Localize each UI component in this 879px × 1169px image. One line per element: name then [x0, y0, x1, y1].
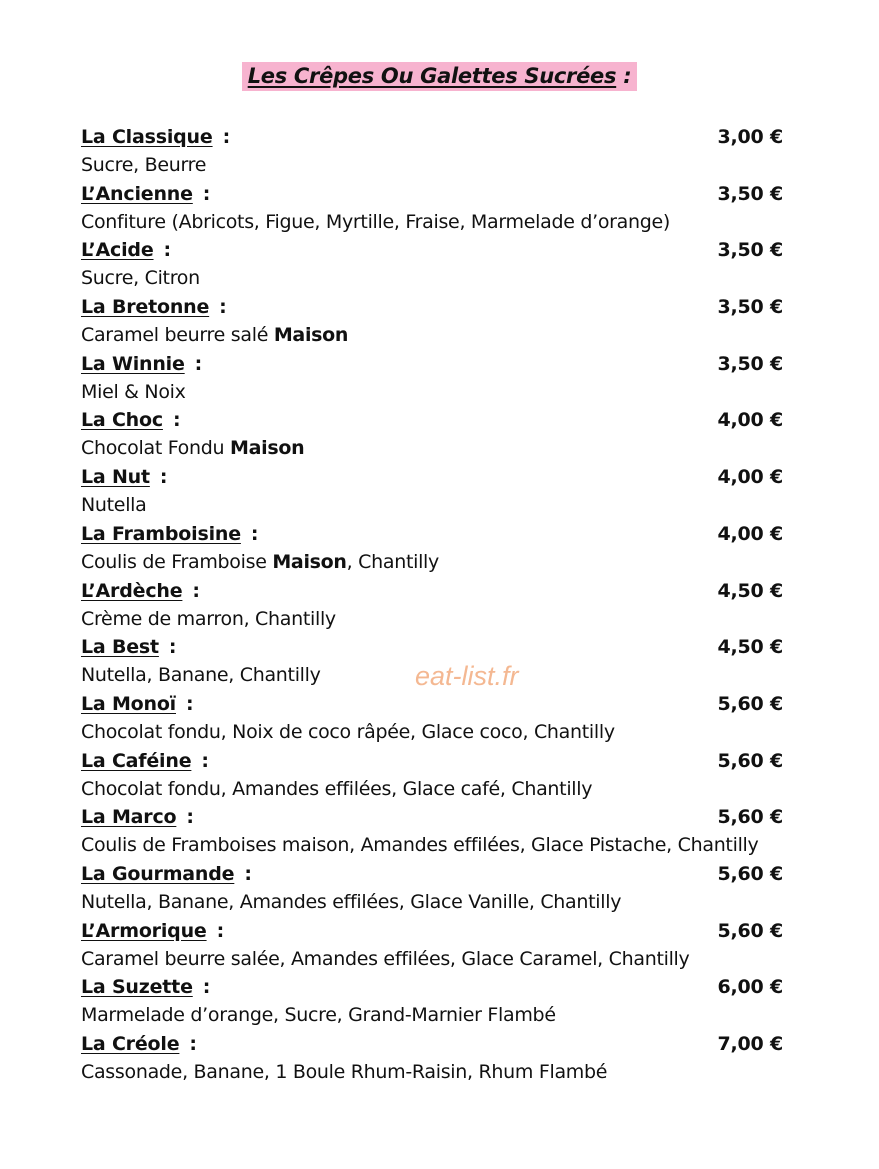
description-emphasis: Maison [272, 550, 347, 573]
menu-item-name: La Nut [81, 466, 150, 489]
description-text: Coulis de Framboise [81, 550, 273, 573]
description-text: Nutella, Banane, Chantilly [81, 664, 321, 687]
menu-item-name: La Choc [81, 409, 163, 432]
menu-item [81, 577, 786, 634]
menu-item-price: 3,50 € [717, 296, 783, 319]
menu-item-header [81, 463, 786, 491]
menu-item-header [81, 406, 786, 434]
menu-item-colon: : [186, 806, 194, 829]
menu-item-colon: : [194, 352, 203, 375]
description-text: Sucre, Beurre [81, 154, 207, 176]
menu-item-colon: : [202, 182, 211, 205]
menu-item-description [81, 945, 786, 973]
menu-item-name: La Monoï [81, 692, 176, 715]
menu-item-price: 5,60 € [717, 919, 783, 942]
menu-item-header [81, 236, 786, 264]
menu-item-header [81, 690, 786, 718]
menu-item [81, 123, 786, 180]
menu-item [81, 690, 786, 747]
menu-item-name: La Caféine [81, 749, 192, 772]
menu-item [81, 293, 786, 350]
menu-item-description [81, 434, 786, 462]
menu-item-description [81, 605, 786, 633]
menu-item-colon: : [216, 919, 224, 942]
description-text: Chocolat fondu, Amandes effilées, Glace café, Chantilly [81, 777, 593, 800]
menu-item-description [81, 775, 786, 803]
page-title-colon: : [623, 64, 632, 88]
menu-item-description [81, 208, 786, 236]
menu-item-colon: : [159, 466, 168, 489]
description-text: Miel & Noix [81, 380, 186, 403]
menu-item [81, 236, 786, 293]
menu-item-colon: : [202, 976, 211, 999]
menu-item-description [81, 1058, 786, 1086]
menu-item-price: 3,50 € [717, 352, 783, 375]
menu-item-description [81, 718, 786, 746]
menu-item [81, 406, 786, 463]
menu-item-price: 5,60 € [717, 862, 783, 885]
menu-item-description [81, 548, 786, 576]
description-text: , Chantilly [346, 550, 439, 573]
menu-item-description [81, 321, 786, 349]
description-text: Coulis de Framboises maison, Amandes effilées, Glace Pistache, Chantilly [81, 834, 759, 857]
description-text: Caramel beurre salé [81, 324, 274, 347]
menu-item-name: La Winnie [81, 352, 185, 375]
menu-item [81, 917, 786, 974]
description-text: Sucre, Citron [81, 267, 200, 290]
menu-item-price: 7,00 € [717, 1033, 783, 1055]
menu-item-description [81, 831, 786, 859]
menu-item-header [81, 633, 786, 661]
page-title [242, 62, 638, 91]
menu-item-header [81, 123, 786, 151]
menu-item-colon: : [192, 579, 200, 602]
menu-item-header [81, 520, 786, 548]
menu-item-colon: : [222, 126, 230, 148]
menu-item-price: 4,50 € [717, 636, 783, 659]
menu-item-description [81, 1001, 786, 1029]
menu-item-price: 5,60 € [717, 806, 783, 829]
menu-item [81, 350, 786, 407]
menu-item-name: La Suzette [81, 976, 193, 999]
page-title-text: Les Crêpes Ou Galettes Sucrées [247, 64, 617, 88]
menu-item-price: 3,50 € [717, 182, 783, 205]
description-text: Cassonade, Banane, 1 Boule Rhum-Raisin, Rhum Flambé [81, 1061, 608, 1083]
menu-item-header [81, 917, 786, 945]
menu-item-header [81, 860, 786, 888]
menu-item-colon: : [168, 636, 177, 659]
description-emphasis: Maison [229, 437, 305, 460]
description-text: Confiture (Abricots, Figue, Myrtille, Fraise, Marmelade d’orange) [81, 210, 671, 233]
menu-item-description [81, 378, 786, 406]
menu-item-price: 5,60 € [717, 692, 783, 715]
menu-item-name: La Bretonne [81, 296, 210, 319]
menu-item-header [81, 293, 786, 321]
description-text: Marmelade d’orange, Sucre, Grand-Marnier Flambé [81, 1004, 556, 1027]
menu-item-price: 4,00 € [717, 522, 783, 545]
menu-item [81, 180, 786, 237]
menu-item-header [81, 180, 786, 208]
menu-item-price: 4,00 € [717, 466, 783, 489]
description-text: Chocolat fondu, Noix de coco râpée, Glace coco, Chantilly [81, 720, 615, 743]
description-text: Caramel beurre salée, Amandes effilées, Glace Caramel, Chantilly [81, 947, 690, 970]
menu-item-colon: : [201, 749, 209, 772]
menu-item-header [81, 1030, 786, 1058]
menu-list [81, 123, 786, 1087]
menu-item [81, 463, 786, 520]
description-text: Nutella, Banane, Amandes effilées, Glace Vanille, Chantilly [81, 890, 622, 913]
menu-item-price: 3,00 € [717, 126, 783, 148]
menu-item [81, 803, 786, 860]
menu-item-price: 4,50 € [717, 579, 783, 602]
menu-item-colon: : [189, 1033, 197, 1055]
menu-item-header [81, 803, 786, 831]
description-text: Crème de marron, Chantilly [81, 607, 336, 630]
menu-item-header [81, 973, 786, 1001]
menu-item-description [81, 888, 786, 916]
menu-item-name: L’Ardèche [81, 579, 183, 602]
menu-item-name: La Marco [81, 806, 177, 829]
watermark: eat-list.fr [415, 661, 519, 691]
menu-item-description [81, 151, 786, 179]
menu-item-name: La Gourmande [81, 862, 235, 885]
menu-item-price: 3,50 € [717, 239, 783, 262]
menu-item-colon: : [186, 692, 194, 715]
menu-item-name: La Classique [81, 126, 213, 148]
menu-item-name: La Best [81, 636, 159, 659]
menu-item [81, 520, 786, 577]
menu-item-colon: : [163, 239, 171, 262]
menu-item-price: 6,00 € [717, 976, 783, 999]
menu-item-colon: : [172, 409, 181, 432]
menu-item-name: L’Ancienne [81, 182, 193, 205]
menu-item [81, 1030, 786, 1087]
menu-item-name: La Framboisine [81, 522, 241, 545]
description-emphasis: Maison [273, 324, 349, 347]
menu-item-name: L’Armorique [81, 919, 207, 942]
menu-item-price: 5,60 € [717, 749, 783, 772]
title-wrapper [0, 62, 879, 91]
menu-item-description [81, 491, 786, 519]
menu-item-header [81, 747, 786, 775]
menu-item-header [81, 577, 786, 605]
menu-item-price: 4,00 € [717, 409, 783, 432]
menu-item [81, 860, 786, 917]
menu-item-header [81, 350, 786, 378]
menu-item-name: L’Acide [81, 239, 154, 262]
menu-item [81, 973, 786, 1030]
description-text: Nutella [81, 494, 147, 517]
menu-item-name: La Créole [81, 1033, 180, 1055]
description-text: Chocolat Fondu [81, 437, 230, 460]
menu-item [81, 747, 786, 804]
menu-item-colon: : [250, 522, 259, 545]
menu-item-colon: : [244, 862, 252, 885]
menu-item-description [81, 264, 786, 292]
menu-item-colon: : [219, 296, 227, 319]
